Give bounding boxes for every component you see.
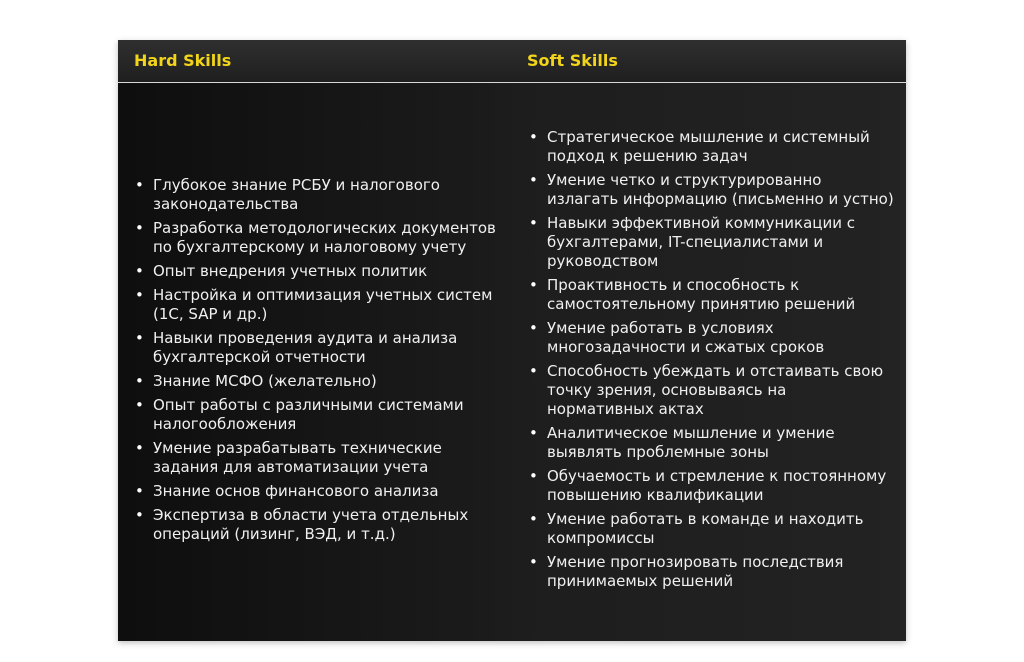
list-item: • Умение работать в команде и находить компромиссы (527, 510, 896, 548)
list-item: • Стратегическое мышление и системный подход к решению задач (527, 128, 896, 166)
list-item: • Экспертиза в области учета отдельных операций (лизинг, ВЭД, и т.д.) (133, 506, 498, 544)
table-header (118, 40, 906, 83)
list-item: • Разработка методологических документов по бухгалтерскому и налоговому учету (133, 219, 498, 257)
list-item: • Опыт работы с различными системами налогообложения (133, 396, 498, 434)
soft-skills-heading: Soft Skills (527, 51, 618, 70)
skills-table (118, 40, 906, 641)
list-item: • Обучаемость и стремление к постоянному повышению квалификации (527, 467, 896, 505)
table-body (118, 83, 906, 641)
soft-skills-list (527, 128, 896, 596)
list-item: • Знание МСФО (желательно) (133, 372, 498, 391)
list-item: • Глубокое знание РСБУ и налогового законодательства (133, 176, 498, 214)
list-item: • Навыки проведения аудита и анализа бухгалтерской отчетности (133, 329, 498, 367)
list-item: • Способность убеждать и отстаивать свою точку зрения, основываясь на нормативных актах (527, 362, 896, 419)
list-item: • Настройка и оптимизация учетных систем (1С, SAP и др.) (133, 286, 498, 324)
list-item: • Проактивность и способность к самостоятельному принятию решений (527, 276, 896, 314)
list-item: • Умение работать в условиях многозадачности и сжатых сроков (527, 319, 896, 357)
list-item: • Знание основ финансового анализа (133, 482, 498, 501)
list-item: • Опыт внедрения учетных политик (133, 262, 498, 281)
list-item: • Умение разрабатывать технические задания для автоматизации учета (133, 439, 498, 477)
list-item: • Умение прогнозировать последствия принимаемых решений (527, 553, 896, 591)
list-item: • Аналитическое мышление и умение выявлять проблемные зоны (527, 424, 896, 462)
list-item: • Умение четко и структурированно излагать информацию (письменно и устно) (527, 171, 896, 209)
list-item: • Навыки эффективной коммуникации с бухгалтерами, IT-специалистами и руководством (527, 214, 896, 271)
hard-skills-list (133, 176, 498, 549)
hard-skills-column (118, 83, 512, 641)
soft-skills-column (512, 83, 906, 641)
hard-skills-heading: Hard Skills (134, 51, 232, 70)
